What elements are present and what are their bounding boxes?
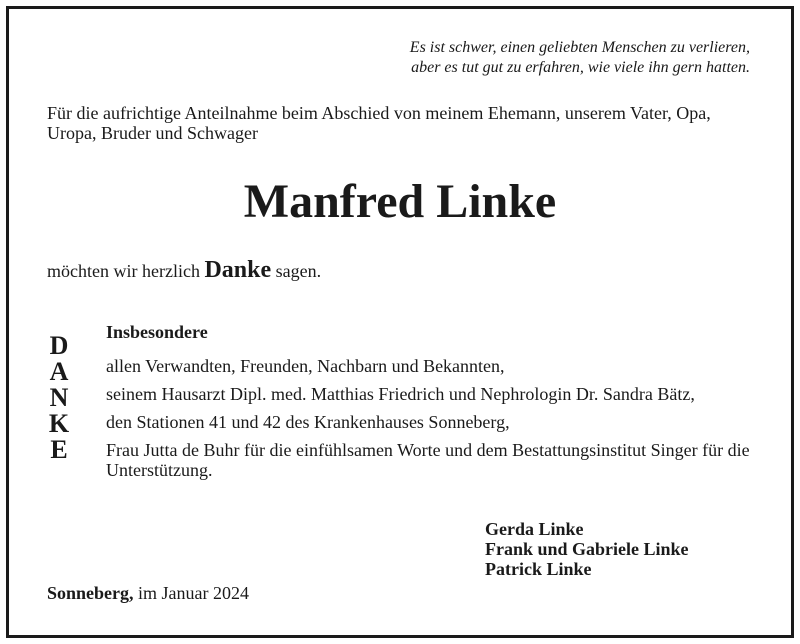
thanks-emphasis: Danke bbox=[204, 257, 272, 283]
signers bbox=[485, 519, 689, 579]
list-item: seinem Hausarzt Dipl. med. Matthias Friedrich und Nephrologin Dr. Sandra Bätz, bbox=[106, 384, 695, 404]
memorial-quote bbox=[410, 38, 750, 78]
place-date-text: im Januar 2024 bbox=[138, 583, 249, 603]
quote-line: aber es tut gut zu erfahren, wie viele ihn gern hatten. bbox=[411, 59, 750, 76]
danke-letter: E bbox=[50, 435, 68, 464]
danke-letter: D bbox=[49, 331, 69, 360]
place-date bbox=[47, 583, 249, 603]
intro-text: Für die aufrichtige Anteilnahme beim Abschied von meinem Ehemann, unserem Vater, Opa, Uropa, Bruder und Schwager bbox=[47, 103, 711, 143]
thanks-before: möchten wir herzlich bbox=[47, 261, 200, 281]
deceased-name: Manfred Linke bbox=[243, 175, 557, 228]
danke-vertical bbox=[47, 333, 71, 463]
signer: Patrick Linke bbox=[485, 559, 592, 579]
list-item: Frau Jutta de Buhr für die einfühlsamen Worte und dem Bestattungsinstitut Singer für die Unterstützung. bbox=[106, 440, 750, 480]
danke-letter: A bbox=[49, 357, 69, 386]
signer: Gerda Linke bbox=[485, 519, 584, 539]
thanks-after: sagen. bbox=[275, 261, 322, 281]
thanks-line bbox=[47, 256, 321, 285]
thanks-list bbox=[106, 356, 766, 488]
special-heading: Insbesondere bbox=[106, 322, 208, 342]
list-item: allen Verwandten, Freunden, Nachbarn und Bekannten, bbox=[106, 356, 505, 376]
quote-line: Es ist schwer, einen geliebten Menschen zu verlieren, bbox=[409, 39, 750, 56]
danke-letter: N bbox=[49, 383, 69, 412]
signer: Frank und Gabriele Linke bbox=[485, 539, 689, 559]
danke-letter: K bbox=[48, 409, 70, 438]
list-item: den Stationen 41 und 42 des Krankenhauses Sonneberg, bbox=[106, 412, 510, 432]
place-city: Sonneberg, bbox=[47, 583, 134, 603]
